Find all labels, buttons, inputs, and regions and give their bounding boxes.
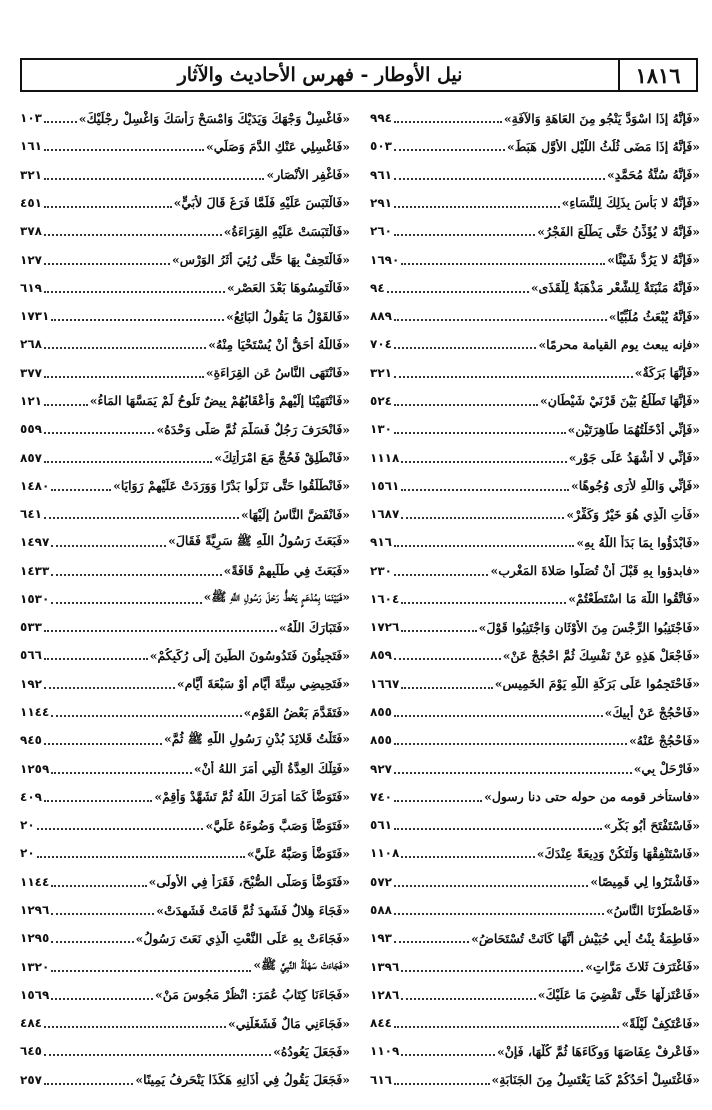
dot-leader xyxy=(401,481,569,491)
index-entry xyxy=(370,698,700,726)
reference-number: ١٥٣٠ xyxy=(20,591,50,606)
reference-number: ٢٦٠ xyxy=(370,224,392,239)
dot-leader xyxy=(44,453,212,463)
reference-number: ٩٩٤ xyxy=(370,111,392,126)
index-entry xyxy=(20,839,350,867)
running-title: نيل الأوطار - فهرس الأحاديث والآثار xyxy=(177,64,463,86)
reference-number: ٨٥٩ xyxy=(370,648,392,663)
dot-leader xyxy=(394,1018,619,1028)
reference-number: ٥٧٢ xyxy=(370,874,392,889)
hadith-text: «فَاغْتَسِلْ أَحَدُكُمْ كَمَا يَغْتَسِلُ مِنَ الجَنَابَةِ» xyxy=(491,1072,700,1088)
reference-number: ١٩٣ xyxy=(370,931,392,946)
dot-leader xyxy=(394,1075,490,1085)
reference-number: ١١٠٨ xyxy=(370,846,400,861)
dot-leader xyxy=(394,566,489,576)
hadith-text: «فَتَقَدَّمَ بَعْضُ القَوْمِ» xyxy=(243,704,350,720)
reference-number: ٥٦١ xyxy=(370,818,392,833)
dot-leader xyxy=(44,622,277,632)
index-entry xyxy=(20,585,350,613)
reference-number: ٥٢٤ xyxy=(370,393,392,408)
reference-number: ١٢٩٦ xyxy=(20,903,50,918)
hadith-text: «فَبَعَثَ رَسُولُ اللَّهِ ﷺ سَرِيَّةً فَقَالَ» xyxy=(168,532,350,548)
dot-leader xyxy=(394,650,501,660)
hadith-text: «فَاغْسِلْ وَجْهَكَ وَيَدَيْكَ وَامْسَحْ رَأْسَكَ وَاغْسِلْ رِجْلَيْكَ» xyxy=(78,110,350,126)
hadith-text: «فَاجْتَنِبُوا الرِّجْسَ مِنَ الأَوْثَانِ وَاجْتَنِبُوا قَوْلَ» xyxy=(478,619,700,635)
hadith-text: «فَتَوَضَّأَ وَصَلَّى الصُّبْحَ، فَقَرَأَ فِي الأُولَى» xyxy=(148,874,350,890)
dot-leader xyxy=(401,848,535,858)
reference-number: ١٩٢ xyxy=(20,676,42,691)
index-columns xyxy=(20,104,700,1094)
index-entry xyxy=(370,1037,700,1065)
hadith-text: «فَالْتَحِفْ بِهَا حَتَّى رُئِيَ أَثَرُ الوَرْسِ» xyxy=(172,252,350,268)
hadith-text: «فَاحْجُجْ عَنْ أَبِيكَ» xyxy=(604,704,700,720)
index-entry xyxy=(20,500,350,528)
hadith-text: «فَإِنَّهُ مَنْبَتَةٌ لِلشَّعْرِ مَذْهَبَةٌ لِلْقَذَى» xyxy=(530,280,700,296)
reference-number: ٣٢١ xyxy=(20,167,42,182)
index-entry xyxy=(20,726,350,754)
reference-number: ٢٩١ xyxy=(370,195,392,210)
reference-number: ١٧٢٦ xyxy=(370,620,400,635)
reference-number: ١٦٩٠ xyxy=(370,252,400,267)
index-entry xyxy=(370,613,700,641)
dot-leader xyxy=(401,453,567,463)
dot-leader xyxy=(401,255,605,265)
index-entry xyxy=(20,1066,350,1094)
reference-number: ١٤٩٧ xyxy=(20,535,50,550)
reference-number: ٤٠٩ xyxy=(20,789,42,804)
reference-number: ١٦٠٤ xyxy=(370,591,400,606)
dot-leader xyxy=(401,1046,495,1056)
index-entry xyxy=(20,415,350,443)
dot-leader xyxy=(44,679,175,689)
dot-leader xyxy=(401,962,583,972)
dot-leader xyxy=(37,848,245,858)
reference-number: ٨٥٧ xyxy=(20,450,42,465)
reference-number: ١٢٨٦ xyxy=(370,987,400,1002)
index-entry xyxy=(20,217,350,245)
reference-number: ٩٤٥ xyxy=(20,733,42,748)
right-column xyxy=(370,104,700,1094)
reference-number: ٦٤١ xyxy=(20,507,42,522)
dot-leader xyxy=(394,933,469,943)
index-entry xyxy=(370,245,700,273)
dot-leader xyxy=(44,283,225,293)
hadith-text: «فَانْفَضَّ النَّاسُ إِلَيْهَا» xyxy=(240,506,350,522)
hadith-text: «فَأْتِ الَّذِي هُوَ خَيْرٌ وَكَفِّرْ» xyxy=(566,506,700,522)
reference-number: ٨٤٤ xyxy=(370,1016,392,1031)
index-entry xyxy=(20,132,350,160)
dot-leader xyxy=(51,311,224,321)
index-entry xyxy=(370,783,700,811)
hadith-text: «فَانْحَرَفَ رَجُلٌ فَسَلَّمَ ثُمَّ صَلَّى وَحْدَهُ» xyxy=(156,421,350,437)
dot-leader xyxy=(394,113,502,123)
index-entry xyxy=(370,839,700,867)
index-entry xyxy=(370,754,700,782)
index-entry xyxy=(370,189,700,217)
reference-number: ٥٠٣ xyxy=(370,139,392,154)
hadith-text: «فَاغْفِرِ الأَنْصَارِ» xyxy=(266,167,350,183)
dot-leader xyxy=(51,877,146,887)
index-entry xyxy=(370,896,700,924)
index-entry xyxy=(20,670,350,698)
dot-leader xyxy=(394,424,566,434)
dot-leader xyxy=(394,198,560,208)
reference-number: ٥٣٣ xyxy=(20,620,42,635)
reference-number: ١٠٣ xyxy=(20,111,42,126)
dot-leader xyxy=(401,509,564,519)
index-entry xyxy=(370,359,700,387)
dot-leader xyxy=(394,735,627,745)
hadith-text: «فَإِنِّي وَاللَّهِ لأَرَى وُجُوهًا» xyxy=(571,478,700,494)
index-entry xyxy=(370,274,700,302)
hadith-text: «فَإِنَّهُ لا يَرُدُّ شَيْئًا» xyxy=(607,252,700,268)
reference-number: ٨٥٥ xyxy=(370,733,392,748)
index-entry xyxy=(20,613,350,641)
reference-number: ١١٤٤ xyxy=(20,705,50,720)
index-entry xyxy=(370,330,700,358)
index-entry xyxy=(20,387,350,415)
hadith-text: «فَاللَّهُ أَحَقُّ أَنْ يُسْتَحْيَا مِنْهُ» xyxy=(208,336,350,352)
hadith-text: «فَإِنَّهُ إِذَا اسْوَدَّ يَنْجُو مِنَ العَاهَةِ وَالآفَةِ» xyxy=(503,110,700,126)
dot-leader xyxy=(394,820,602,830)
hadith-text: «فَتَوَضَّأَ وَصَبَّهُ عَلَيَّ» xyxy=(246,845,350,861)
dot-leader xyxy=(51,594,201,604)
index-entry xyxy=(370,472,700,500)
reference-number: ١٤٣٣ xyxy=(20,563,50,578)
hadith-text: «فَاغْسِلِي عَنْكِ الدَّمَ وَصَلِّي» xyxy=(206,138,350,154)
reference-number: ١٢٧ xyxy=(20,252,42,267)
hadith-text: «فَاسْتَنْفِقْهَا وَلْتَكُنْ وَدِيعَةً عِنْدَكَ» xyxy=(536,845,700,861)
hadith-text: «فَاطِمَةُ بِنْتُ أَبِي حُبَيْشٍ أَنَّهَا كَانَتْ تُسْتَحَاضُ» xyxy=(471,930,700,946)
hadith-text: «فَتَلْتُ قَلائِدَ بُدْنِ رَسُولِ اللَّهِ ﷺ ثُمَّ» xyxy=(163,730,350,746)
index-entry xyxy=(20,443,350,471)
index-entry xyxy=(20,330,350,358)
hadith-text: «فَتَوَضَّأْ كَمَا أَمَرَكَ اللَّهُ ثُمَّ تَشَهَّدْ وَأَقِمْ» xyxy=(154,789,350,805)
index-entry xyxy=(20,245,350,273)
hadith-text: «فَإِنَّهُ يُبْعَثُ مُلَبِّيًا» xyxy=(608,308,700,324)
index-entry xyxy=(370,1066,700,1094)
index-entry xyxy=(370,387,700,415)
index-entry xyxy=(20,811,350,839)
index-entry xyxy=(20,161,350,189)
dot-leader xyxy=(394,877,588,887)
hadith-text: «فَانْتَهَى النَّاسُ عَنِ القِرَاءَةِ» xyxy=(205,365,350,381)
hadith-text: «فَاعْرِفْ عِفَاصَهَا وَوِكَاءَهَا ثُمَّ كُلْهَا، فَإِنْ» xyxy=(496,1043,700,1059)
hadith-text: «فَجَاءَ هِلالٌ فَشَهِدَ ثُمَّ قَامَتْ فَشَهِدَتْ» xyxy=(156,902,350,918)
dot-leader xyxy=(51,537,166,547)
index-entry xyxy=(370,443,700,471)
index-entry xyxy=(370,415,700,443)
hadith-text: «فَاعْتَزِلْهَا حَتَّى تَقْضِيَ مَا عَلَيْكَ» xyxy=(537,987,700,1003)
dot-leader xyxy=(394,170,605,180)
dot-leader xyxy=(51,905,154,915)
reference-number: ٦١٩ xyxy=(20,280,42,295)
hadith-text: «فَتَحِيضِي سِتَّةَ أَيَّامٍ أَوْ سَبْعَةَ أَيَّامٍ» xyxy=(176,676,350,692)
index-entry xyxy=(20,1009,350,1037)
index-entry xyxy=(20,1037,350,1065)
dot-leader xyxy=(394,311,607,321)
hadith-text: «فَتَبَارَكَ اللَّهُ» xyxy=(278,619,350,635)
index-entry xyxy=(20,472,350,500)
dot-leader xyxy=(51,707,241,717)
reference-number: ١٣٠ xyxy=(370,422,392,437)
dot-leader xyxy=(394,537,574,547)
reference-number: ٢٣٠ xyxy=(370,563,392,578)
hadith-text: «فَجَاءَتْ بِهِ عَلَى النَّعْتِ الَّذِي نَعَتَ رَسُولُ» xyxy=(135,930,350,946)
reference-number: ١٣٩٦ xyxy=(370,959,400,974)
reference-number: ١٦١ xyxy=(20,139,42,154)
hadith-text: «فَإِنِّي لا أَشْهَدُ عَلَى جَوْرٍ» xyxy=(568,450,700,466)
hadith-text: «فَجَاءَتْ سَهْلَةُ النَّبِيَّ ﷺ» xyxy=(253,957,350,973)
reference-number: ٢٠ xyxy=(20,846,35,861)
hadith-text: «فَاعْتَكِفْ لَيْلَةً» xyxy=(621,1015,700,1031)
index-entry xyxy=(20,104,350,132)
index-entry xyxy=(370,104,700,132)
reference-number: ٩٤ xyxy=(370,280,385,295)
page-header xyxy=(20,58,698,92)
dot-leader xyxy=(401,679,492,689)
dot-leader xyxy=(51,933,133,943)
dot-leader xyxy=(37,820,204,830)
hadith-text: «فَارْحَلْ بِي» xyxy=(633,761,700,777)
hadith-text: «فَتِلْكَ العِدَّةُ الَّتِي أَمَرَ اللهُ أَنْ» xyxy=(193,761,350,777)
dot-leader xyxy=(44,650,148,660)
index-entry xyxy=(20,274,350,302)
index-entry xyxy=(370,811,700,839)
hadith-text: «فَانْتَهَيْنَا إِلَيْهِمْ وَأَعْقَابُهُمْ بِيضٌ تَلُوحُ لَمْ يَمَسَّهَا المَاءُ» xyxy=(89,393,350,409)
reference-number: ٢٥٧ xyxy=(20,1072,42,1087)
hadith-text: «فَانْطَلِقْ فَحُجَّ مَعَ امْرَأَتِكَ» xyxy=(214,450,350,466)
hadith-text: «فَإِنَّهُ لا بَأْسَ بِذَلِكَ لِلنِّسَاءِ» xyxy=(561,195,700,211)
index-entry xyxy=(20,698,350,726)
page-number: ١٨١٦ xyxy=(618,60,696,90)
dot-leader xyxy=(44,1046,271,1056)
reference-number: ١٥٦١ xyxy=(370,478,400,493)
index-entry xyxy=(370,726,700,754)
reference-number: ٢٦٨ xyxy=(20,337,42,352)
dot-leader xyxy=(44,396,88,406)
reference-number: ١٦٦٧ xyxy=(370,676,400,691)
reference-number: ٣٧٨ xyxy=(20,224,42,239)
dot-leader xyxy=(44,735,162,745)
index-entry xyxy=(20,868,350,896)
reference-number: ٥٥٩ xyxy=(20,422,42,437)
dot-leader xyxy=(51,962,251,972)
dot-leader xyxy=(394,764,632,774)
hadith-text: «فَاغْتَرَفَ ثَلاثَ مَرَّاتٍ» xyxy=(585,959,700,975)
hadith-text: «فَتَوَضَّأَ وَصَبَّ وَضُوءَهُ عَلَيَّ» xyxy=(205,817,350,833)
dot-leader xyxy=(44,226,222,236)
index-entry xyxy=(20,528,350,556)
dot-leader xyxy=(401,622,476,632)
dot-leader xyxy=(44,339,206,349)
index-entry xyxy=(370,557,700,585)
hadith-text: «فَجَاءَنِي مَالٌ فَشَغَلَنِي» xyxy=(228,1015,350,1031)
index-entry xyxy=(370,868,700,896)
reference-number: ١٢١ xyxy=(20,393,42,408)
hadith-text: «فَاشْتَرُوا لِي قَمِيصًا» xyxy=(590,874,700,890)
index-entry xyxy=(370,924,700,952)
index-entry xyxy=(370,981,700,1009)
reference-number: ١٢٩٥ xyxy=(20,931,50,946)
dot-leader xyxy=(51,566,221,576)
index-entry xyxy=(20,302,350,330)
hadith-text: «فَاحْتَجِمُوا عَلَى بَرَكَةِ اللَّهِ يَوْمَ الخَمِيسِ» xyxy=(494,676,700,692)
hadith-text: «فَالقَوْلُ مَا يَقُولُ البَائِعُ» xyxy=(226,308,350,324)
dot-leader xyxy=(394,792,482,802)
reference-number: ٢٠ xyxy=(20,818,35,833)
index-entry xyxy=(370,641,700,669)
hadith-text: «فَاصْطَرْنَا النَّاسُ» xyxy=(605,902,700,918)
hadith-text: «فَجَاءَنَا كِتَابُ عُمَرَ: انْظُرْ مَجُوسَ مَنْ» xyxy=(155,987,350,1003)
reference-number: ١١١٨ xyxy=(370,450,400,465)
hadith-text: «فَإِنَّهُ سُنَّةُ مُحَمَّدٍ» xyxy=(607,167,700,183)
index-entry xyxy=(370,500,700,528)
dot-leader xyxy=(394,141,505,151)
dot-leader xyxy=(44,368,204,378)
reference-number: ٩٦١ xyxy=(370,167,392,182)
hadith-text: «فَاسْتَفْتَحَ أَبُو بَكْرٍ» xyxy=(603,817,700,833)
dot-leader xyxy=(394,368,633,378)
reference-number: ١١٤٤ xyxy=(20,874,50,889)
reference-number: ٤٨٤ xyxy=(20,1016,42,1031)
index-entry xyxy=(370,302,700,330)
reference-number: ١١٠٩ xyxy=(370,1044,400,1059)
reference-number: ٨٨٩ xyxy=(370,309,392,324)
dot-leader xyxy=(44,198,172,208)
dot-leader xyxy=(44,424,154,434)
dot-leader xyxy=(44,1075,133,1085)
hadith-text: «فَجَعَلَ يَعُودُهُ» xyxy=(273,1043,350,1059)
hadith-text: «فَاجْعَلْ هَذِهِ عَنْ نَفْسِكَ ثُمَّ احْجُجْ عَنْ» xyxy=(502,647,700,663)
index-entry xyxy=(20,783,350,811)
index-entry xyxy=(20,359,350,387)
hadith-text: «فَإِنَّهَا تَطْلُعُ بَيْنَ قَرْنَيْ شَيْطَانٍ» xyxy=(539,393,700,409)
index-entry xyxy=(20,896,350,924)
dot-leader xyxy=(394,226,535,236)
index-entry xyxy=(20,952,350,980)
hadith-text: «فَبَعَثَ فِي طَلَبِهِمْ قَافَةً» xyxy=(223,563,350,579)
index-entry xyxy=(20,641,350,669)
hadith-text: «فَانْطَلَقُوا حَتَّى نَزَلُوا بَدْرًا وَوَرَدَتْ عَلَيْهِمْ رَوَايَا» xyxy=(113,478,350,494)
dot-leader xyxy=(401,594,566,604)
reference-number: ١٤٨٠ xyxy=(20,478,50,493)
dot-leader xyxy=(51,990,153,1000)
index-entry xyxy=(370,585,700,613)
index-entry xyxy=(20,924,350,952)
hadith-text: «فَإِنَّهُ إِذَا مَضَى ثُلُثُ اللَّيْلِ الأَوَّلِ هَبَطَ» xyxy=(507,138,700,154)
index-entry xyxy=(370,952,700,980)
dot-leader xyxy=(51,764,192,774)
reference-number: ١٢٥٩ xyxy=(20,761,50,776)
reference-number: ٣٢١ xyxy=(370,365,392,380)
reference-number: ٤٥١ xyxy=(20,195,42,210)
index-entry xyxy=(370,161,700,189)
dot-leader xyxy=(51,481,111,491)
dot-leader xyxy=(387,283,529,293)
hadith-text: «فَبَيْنَمَا بِمُدْعَمٍ يَحُطُّ رَحْلَ رَسُولِ اللَّهِ ﷺ» xyxy=(203,589,350,605)
dot-leader xyxy=(44,509,239,519)
hadith-text: «فَالْتَبَسَ عَلَيْهِ فَلَمَّا فَرَغَ قَالَ لأُبَيٍّ» xyxy=(173,195,350,211)
index-entry xyxy=(370,217,700,245)
reference-number: ١٣٢٠ xyxy=(20,959,50,974)
dot-leader xyxy=(394,396,538,406)
reference-number: ٥٦٦ xyxy=(20,648,42,663)
hadith-text: «فَإِنَّهَا بَرَكَةٌ» xyxy=(634,365,700,381)
left-column xyxy=(20,104,350,1094)
dot-leader xyxy=(44,1018,226,1028)
hadith-text: «فاستأخر قومه من حوله حتى دنا رسول» xyxy=(484,789,700,805)
reference-number: ٨٥٥ xyxy=(370,705,392,720)
hadith-text: «فَإِنَّهُ لا يُؤَذِّنُ حَتَّى يَطْلُعَ الفَجْرُ» xyxy=(537,223,700,239)
index-entry xyxy=(370,670,700,698)
dot-leader xyxy=(401,990,535,1000)
hadith-text: «فَاحْجُجْ عَنْهُ» xyxy=(629,732,700,748)
hadith-text: «فإنه يبعث يوم القيامة محرمًا» xyxy=(538,336,700,352)
reference-number: ٦٤٥ xyxy=(20,1044,42,1059)
hadith-text: «فَالْتَمِسُوهَا بَعْدَ العَصْرِ» xyxy=(227,280,350,296)
dot-leader xyxy=(394,905,604,915)
reference-number: ٣٧٧ xyxy=(20,365,42,380)
dot-leader xyxy=(44,255,170,265)
index-entry xyxy=(20,189,350,217)
dot-leader xyxy=(44,792,152,802)
reference-number: ٥٨٨ xyxy=(370,903,392,918)
hadith-text: «فَتَجِيئُونَ فَتَدُوسُونَ الطِّينَ إِلَى رُكَبِكُمْ» xyxy=(149,647,350,663)
hadith-text: «فَالْتَبَسَتْ عَلَيْهِ القِرَاءَةُ» xyxy=(223,223,350,239)
reference-number: ٦١٦ xyxy=(370,1072,392,1087)
reference-number: ٩٢٧ xyxy=(370,761,392,776)
hadith-text: «فَابْدَؤُوا بِمَا بَدَأَ اللَّهُ بِهِ» xyxy=(576,534,700,550)
index-entry xyxy=(370,528,700,556)
hadith-text: «فابدؤوا بِهِ قَبْلَ أَنْ تُصَلُّوا صَلاةَ المَغْرِبِ» xyxy=(490,563,700,579)
dot-leader xyxy=(44,113,77,123)
index-entry xyxy=(20,754,350,782)
dot-leader xyxy=(44,170,264,180)
reference-number: ١٥٦٩ xyxy=(20,987,50,1002)
index-entry xyxy=(20,557,350,585)
reference-number: ٩١٦ xyxy=(370,535,392,550)
reference-number: ٧٤٠ xyxy=(370,789,392,804)
reference-number: ٧٠٤ xyxy=(370,337,392,352)
dot-leader xyxy=(394,707,603,717)
hadith-text: «فَجَعَلَ يَقُولُ فِي أَذَانِهِ هَكَذَا يَنْحَرِفُ يَمِينًا» xyxy=(135,1072,350,1088)
dot-leader xyxy=(44,141,204,151)
index-entry xyxy=(370,1009,700,1037)
dot-leader xyxy=(394,339,536,349)
reference-number: ١٧٣١ xyxy=(20,309,50,324)
hadith-text: «فَاتَّقُوا اللَّهَ مَا اسْتَطَعْتُمْ» xyxy=(568,591,700,607)
reference-number: ١٦٨٧ xyxy=(370,507,400,522)
hadith-text: «فَإِنِّي أَدْخَلْتُهُمَا طَاهِرَتَيْنِ» xyxy=(567,421,700,437)
index-entry xyxy=(20,981,350,1009)
index-entry xyxy=(370,132,700,160)
